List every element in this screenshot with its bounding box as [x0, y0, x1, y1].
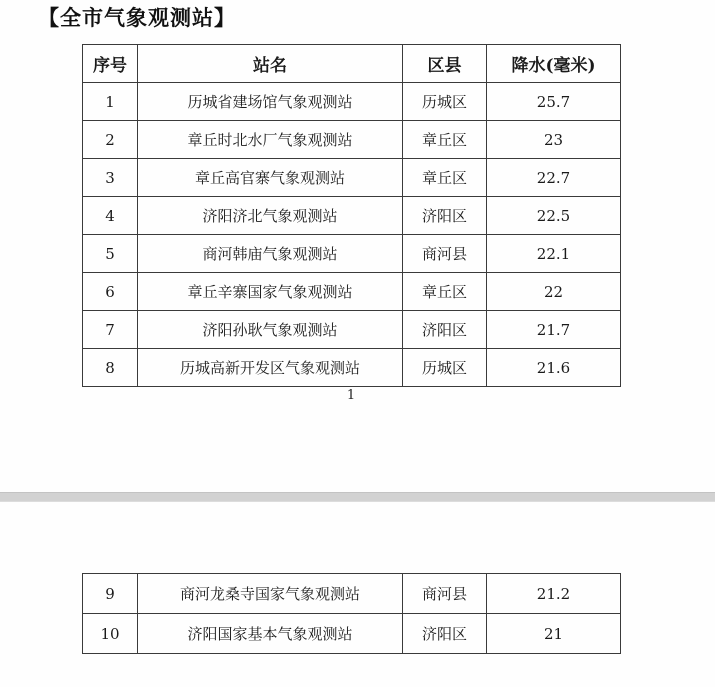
- page-break-separator: [0, 492, 715, 502]
- cell-district: 济阳区: [403, 311, 487, 349]
- cell-district: 历城区: [403, 83, 487, 121]
- table-row: [83, 614, 621, 654]
- table-row: [83, 273, 621, 311]
- cell-precipitation: 22.1: [487, 235, 621, 273]
- cell-station-name: 章丘时北水厂气象观测站: [138, 121, 403, 159]
- cell-district: 商河县: [403, 574, 487, 614]
- cell-precipitation: 23: [487, 121, 621, 159]
- cell-precipitation: 21: [487, 614, 621, 654]
- cell-precipitation: 21.2: [487, 574, 621, 614]
- cell-station-name: 章丘辛寨国家气象观测站: [138, 273, 403, 311]
- cell-precipitation: 25.7: [487, 83, 621, 121]
- cell-district: 章丘区: [403, 121, 487, 159]
- cell-precipitation: 21.6: [487, 349, 621, 387]
- cell-station-name: 历城省建场馆气象观测站: [138, 83, 403, 121]
- cell-precipitation: 21.7: [487, 311, 621, 349]
- cell-index: 8: [83, 349, 138, 387]
- cell-index: 10: [83, 614, 138, 654]
- header-cell-district: 区县: [403, 45, 487, 83]
- cell-precipitation: 22.5: [487, 197, 621, 235]
- cell-precipitation: 22: [487, 273, 621, 311]
- stations-table-page2: [82, 573, 621, 654]
- cell-station-name: 历城高新开发区气象观测站: [138, 349, 403, 387]
- cell-station-name: 济阳国家基本气象观测站: [138, 614, 403, 654]
- cell-district: 济阳区: [403, 197, 487, 235]
- cell-index: 3: [83, 159, 138, 197]
- cell-index: 6: [83, 273, 138, 311]
- cell-index: 5: [83, 235, 138, 273]
- cell-district: 商河县: [403, 235, 487, 273]
- cell-precipitation: 22.7: [487, 159, 621, 197]
- cell-station-name: 章丘高官寨气象观测站: [138, 159, 403, 197]
- cell-district: 章丘区: [403, 273, 487, 311]
- table-row: [83, 83, 621, 121]
- table-header-row: [83, 45, 621, 83]
- cell-station-name: 商河韩庙气象观测站: [138, 235, 403, 273]
- cell-station-name: 济阳孙耿气象观测站: [138, 311, 403, 349]
- cell-district: 济阳区: [403, 614, 487, 654]
- cell-index: 9: [83, 574, 138, 614]
- table-row: [83, 121, 621, 159]
- cell-station-name: 商河龙桑寺国家气象观测站: [138, 574, 403, 614]
- table-row: [83, 311, 621, 349]
- cell-station-name: 济阳济北气象观测站: [138, 197, 403, 235]
- cell-index: 7: [83, 311, 138, 349]
- table-row: [83, 349, 621, 387]
- table-row: [83, 159, 621, 197]
- page-number: 1: [346, 388, 356, 403]
- header-cell-precipitation: 降水(毫米): [487, 45, 621, 83]
- table-row: [83, 197, 621, 235]
- cell-index: 2: [83, 121, 138, 159]
- header-cell-index: 序号: [83, 45, 138, 83]
- header-cell-station: 站名: [138, 45, 403, 83]
- cell-district: 历城区: [403, 349, 487, 387]
- cell-district: 章丘区: [403, 159, 487, 197]
- cell-index: 1: [83, 83, 138, 121]
- cell-index: 4: [83, 197, 138, 235]
- stations-table-page1: [82, 44, 621, 387]
- table-row: [83, 235, 621, 273]
- document-title: 【全市气象观测站】: [38, 5, 236, 30]
- table-row: [83, 574, 621, 614]
